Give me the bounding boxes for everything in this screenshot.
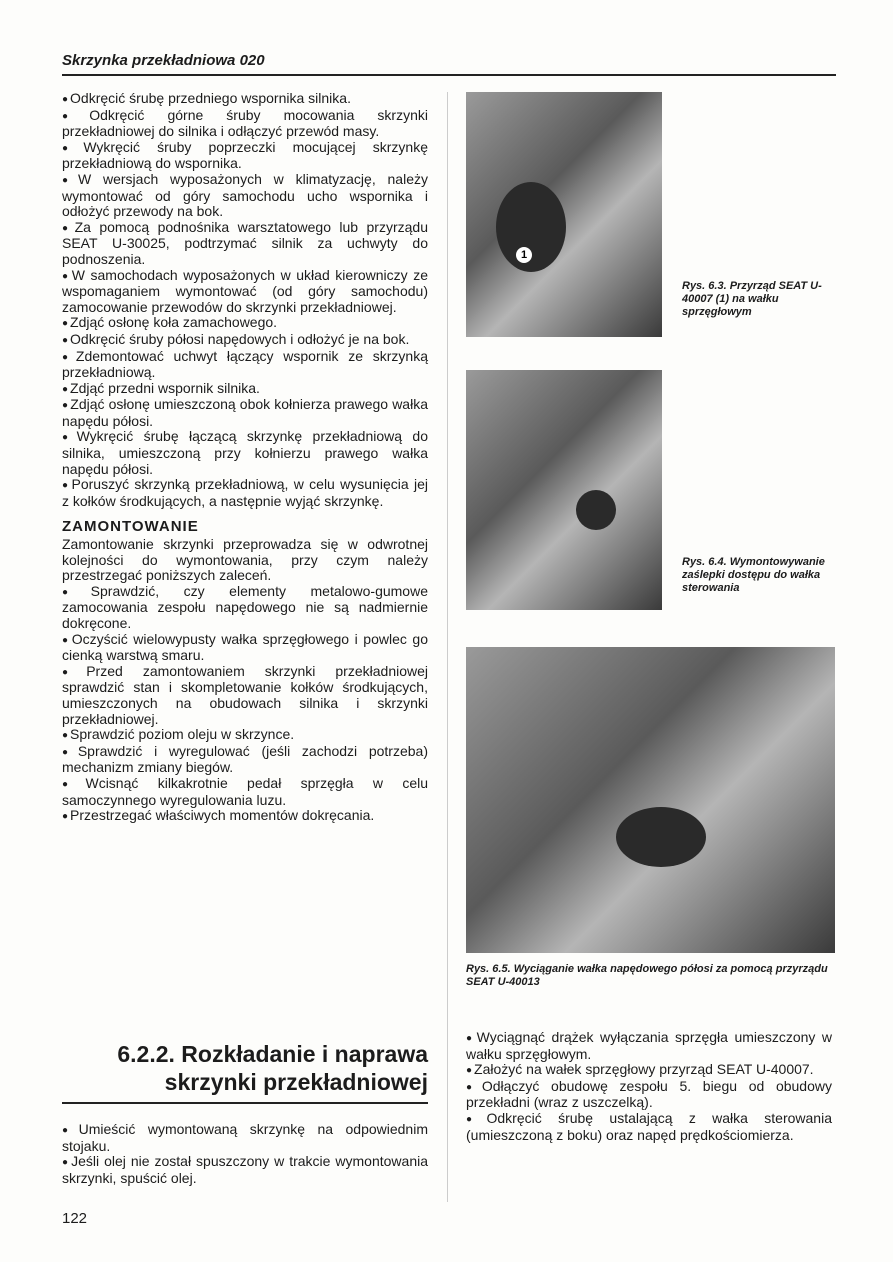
running-header: Skrzynka przekładniowa 020 [62,52,265,69]
paragraph: ● Za pomocą podnośnika warsztatowego lub przyrządu SEAT U-30025, podtrzymać silnik za uchwyty do podnoszenia. [62,220,428,268]
paragraph: ● Umieścić wymontowaną skrzynkę na odpowiednim stojaku. [62,1122,428,1154]
paragraph: ● Przed zamontowaniem skrzynki przekładniowej sprawdzić stan i skompletowanie kołków środkujących, umieszczonych na obudowach silnika i skrzynki przekładniowej. [62,664,428,727]
paragraph: ● Sprawdzić, czy elementy metalowo-gumowe zamocowania zespołu napędowego nie są nadmiernie dokręcone. [62,584,428,632]
paragraph: ● Wcisnąć kilkakrotnie pedał sprzęgła w celu samoczynnego wyregulowania luzu. [62,776,428,808]
paragraph: ● Wyciągnąć drążek wyłączania sprzęgła umieszczony w wałku sprzęgłowym. [466,1030,832,1062]
paragraph: ● Poruszyć skrzynką przekładniową, w celu wysunięcia jej z kołków środkujących, a następnie wyjąć skrzynkę. [62,477,428,509]
paragraph: ● Sprawdzić poziom oleju w skrzynce. [62,727,428,744]
paragraph: ● W samochodach wyposażonych w układ kierowniczy ze wspomaganiem wymontować (od góry samochodu) zamocowanie przewodów do skrzynki przekładniowej. [62,268,428,316]
paragraph: ● Przestrzegać właściwych momentów dokręcania. [62,808,428,825]
paragraph: ● Sprawdzić i wyregulować (jeśli zachodzi potrzeba) mechanizm zmiany biegów. [62,744,428,776]
column-divider [447,92,448,1202]
callout-label: 1 [516,247,532,263]
paragraph: ● Odkręcić śrubę przedniego wspornika silnika. [62,91,428,108]
paragraph: Zamontowanie skrzynki przeprowadza się w odwrotnej kolejności do wymontowania, przy czym należy przestrzegać poniższych zaleceń. [62,536,428,584]
paragraph: ● W wersjach wyposażonych w klimatyzację, należy wymontować od góry samochodu ucho wspornika i odłożyć przewody na bok. [62,172,428,220]
paragraph: ● Założyć na wałek sprzęgłowy przyrząd SEAT U-40007. [466,1062,832,1079]
section-heading-line: skrzynki przekładniowej [164,1069,428,1095]
figure-6-4-photo [466,370,662,610]
figure-6-5-caption: Rys. 6.5. Wyciąganie wałka napędowego półosi za pomocą przyrządu SEAT U-40013 [466,963,828,988]
paragraph: ● Odłączyć obudowę zespołu 5. biegu od obudowy przekładni (wraz z uszczelką). [466,1079,832,1111]
figure-6-3-photo [466,92,662,337]
figure-6-4-caption: Rys. 6.4. Wymontowywanie zaślepki dostępu do wałka sterowania [682,556,825,594]
paragraph: ● Wykręcić śruby poprzeczki mocującej skrzynkę przekładniową do wspornika. [62,140,428,172]
section-heading [62,1040,428,1096]
section-heading-line: 6.2.2. Rozkładanie i naprawa [117,1041,428,1067]
section-body [62,1122,428,1186]
paragraph: ● Odkręcić śrubę ustalającą z wałka sterowania (umieszczoną z boku) oraz napęd prędkościomierza. [466,1111,832,1143]
paragraph: ● Zdjąć osłonę umieszczoną obok kołnierza prawego wałka napędu półosi. [62,397,428,429]
paragraph: ● Zdemontować uchwyt łączący wspornik ze skrzynką przekładniową. [62,349,428,381]
paragraph: ● Odkręcić górne śruby mocowania skrzynki przekładniowej do silnika i odłączyć przewód masy. [62,108,428,140]
paragraph: ● Zdjąć osłonę koła zamachowego. [62,315,428,332]
paragraph: ● Wykręcić śrubę łączącą skrzynkę przekładniową do silnika, umieszczoną przy kołnierzu prawego wałka napędu półosi. [62,429,428,477]
paragraph: ● Jeśli olej nie został spuszczony w trakcie wymontowania skrzynki, spuścić olej. [62,1154,428,1186]
figure-6-3-caption: Rys. 6.3. Przyrząd SEAT U-40007 (1) na wałku sprzęgłowym [682,280,822,318]
paragraph: ● Zdjąć przedni wspornik silnika. [62,381,428,398]
header-rule [62,74,836,76]
section-rule [62,1102,428,1104]
subheading-zamontowanie: ZAMONTOWANIE [62,518,199,536]
left-column [62,91,428,825]
figure-6-5-photo [466,647,835,953]
page-number: 122 [62,1210,88,1227]
right-column [466,1030,832,1143]
paragraph: ● Oczyścić wielowypusty wałka sprzęgłowego i powlec go cienką warstwą smaru. [62,632,428,664]
paragraph: ● Odkręcić śruby półosi napędowych i odłożyć je na bok. [62,332,428,349]
